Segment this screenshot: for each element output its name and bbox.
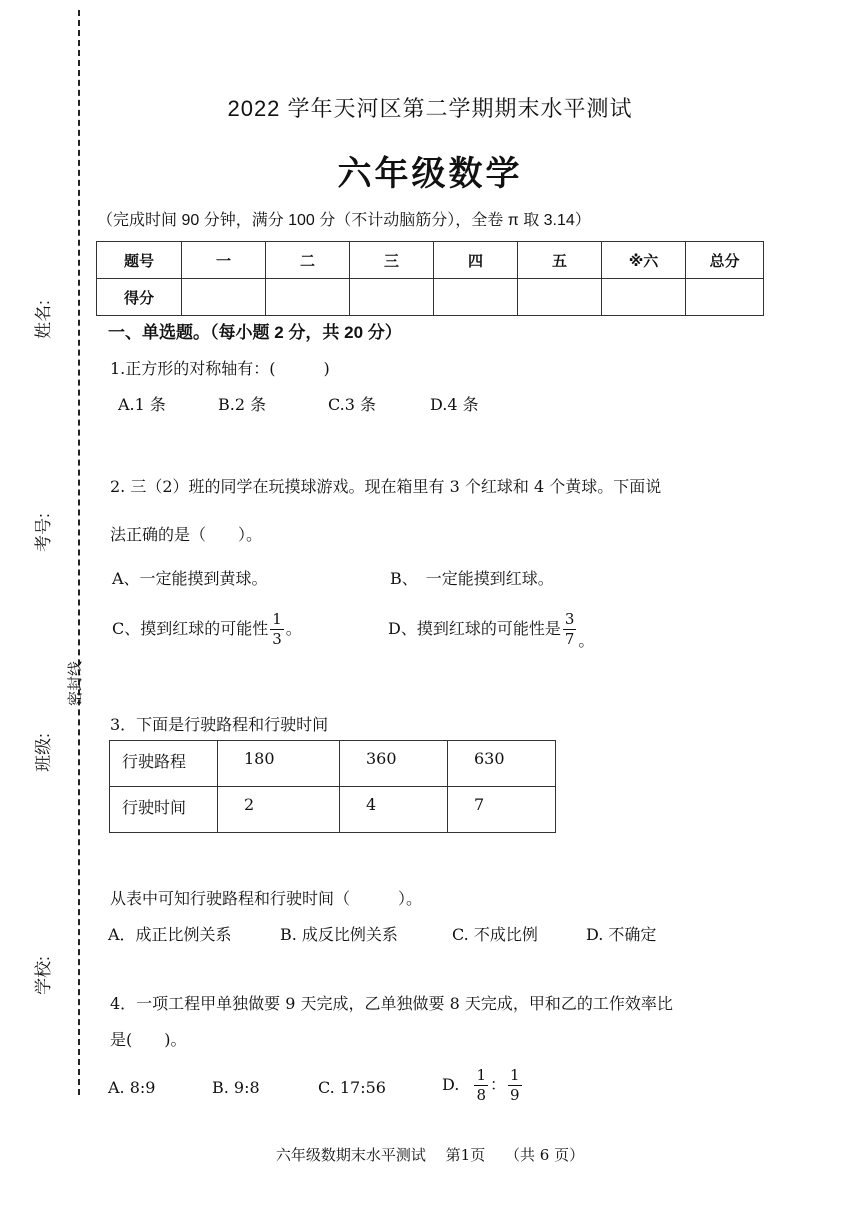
- q4-option-d: [442, 1066, 524, 1105]
- q3-option-d: D. 不确定: [586, 925, 657, 944]
- table-cell: 180: [218, 741, 340, 787]
- score-row-label: 得分: [97, 279, 182, 316]
- score-cell[interactable]: [434, 279, 518, 316]
- table-cell: 行驶路程: [110, 741, 218, 787]
- q2-option-d: [388, 610, 594, 649]
- exam-note: （完成时间 90 分钟，满分 100 分（不计动脑筋分），全卷 π 取 3.14）: [97, 212, 591, 229]
- page-footer: 六年级数期末水平测试 第1页 （共 6 页）: [275, 1146, 585, 1164]
- table-cell: 行驶时间: [110, 787, 218, 833]
- q3-data-table: [109, 740, 556, 833]
- q4-stem-line1: 4．一项工程甲单独做要 9 天完成，乙单独做要 8 天完成，甲和乙的工作效率比: [110, 994, 673, 1013]
- table-row: [110, 741, 556, 787]
- fraction-one-eighth: [474, 1066, 488, 1105]
- score-header-cell: 二: [266, 242, 350, 279]
- q1-option-a: A.1 条: [118, 395, 166, 414]
- table-cell: 360: [340, 741, 448, 787]
- score-cell[interactable]: [602, 279, 686, 316]
- exam-title: 2022 学年天河区第二学期期末水平测试: [227, 96, 633, 121]
- fraction-denominator: 3: [272, 630, 282, 648]
- class-label: 班级:: [33, 733, 53, 772]
- fraction-three-sevenths: [563, 610, 577, 649]
- fraction-one-third: [270, 610, 284, 649]
- q2-option-b: B、 一定能摸到红球。: [390, 569, 554, 588]
- fraction-numerator: 3: [564, 610, 575, 628]
- score-header-row: [97, 242, 764, 279]
- q1-stem: 1.正方形的对称轴有：( ): [110, 359, 330, 378]
- score-row: [97, 279, 764, 316]
- score-table: [96, 241, 764, 316]
- q2-option-d-end: 。: [578, 631, 595, 650]
- score-cell[interactable]: [182, 279, 266, 316]
- school-label: 学校:: [33, 956, 53, 995]
- q1-option-b: B.2 条: [218, 395, 267, 414]
- q2-stem-line2: 法正确的是（ ）。: [110, 525, 263, 544]
- exam-number-label: 考号:: [33, 513, 53, 552]
- q3-option-c: C. 不成比例: [452, 925, 538, 944]
- fraction-one-ninth: [508, 1066, 522, 1105]
- subject-title: 六年级数学: [337, 155, 523, 193]
- q2-stem-line1: 2. 三（2）班的同学在玩摸球游戏。现在箱里有 3 个红球和 4 个黄球。下面说: [110, 477, 662, 496]
- q4-option-b: B. 9:8: [212, 1078, 260, 1097]
- score-cell[interactable]: [266, 279, 350, 316]
- table-cell: 4: [340, 787, 448, 833]
- q3-option-a: A．成正比例关系: [108, 925, 232, 944]
- q4-option-c: C. 17:56: [318, 1078, 386, 1097]
- q3-question: 从表中可知行驶路程和行驶时间（ ）。: [110, 889, 423, 908]
- q1-option-c: C.3 条: [328, 395, 377, 414]
- table-cell: 630: [448, 741, 556, 787]
- score-header-cell: 三: [350, 242, 434, 279]
- score-cell[interactable]: [518, 279, 602, 316]
- fraction-denominator: 7: [564, 630, 575, 648]
- fraction-denominator: 8: [476, 1086, 486, 1104]
- score-header-cell: 总分: [686, 242, 764, 279]
- q3-stem: 3．下面是行驶路程和行驶时间: [110, 715, 329, 734]
- score-header-cell: 四: [434, 242, 518, 279]
- fraction-denominator: 9: [510, 1086, 520, 1104]
- q4-stem-line2: 是( )。: [110, 1030, 187, 1049]
- q4-option-d-label: D.: [442, 1075, 460, 1094]
- q2-option-c: [112, 610, 302, 649]
- table-cell: 2: [218, 787, 340, 833]
- q3-option-b: B. 成反比例关系: [280, 925, 398, 944]
- seal-line-label: 密封线: [66, 660, 85, 707]
- score-header-cell: ※六: [602, 242, 686, 279]
- score-header-cell: 题号: [97, 242, 182, 279]
- score-cell[interactable]: [350, 279, 434, 316]
- score-header-cell: 一: [182, 242, 266, 279]
- q2-option-a: A、一定能摸到黄球。: [112, 569, 268, 588]
- section-heading: 一、单选题。（每小题 2 分，共 20 分）: [108, 323, 402, 342]
- q2-option-c-end: 。: [285, 619, 302, 638]
- ratio-separator: ：: [489, 1075, 506, 1094]
- fraction-numerator: 1: [476, 1066, 486, 1084]
- table-cell: 7: [448, 787, 556, 833]
- score-cell[interactable]: [686, 279, 764, 316]
- q2-option-c-text: C、摸到红球的可能性: [112, 619, 269, 638]
- q4-option-a: A. 8:9: [108, 1078, 156, 1097]
- score-header-cell: 五: [518, 242, 602, 279]
- table-row: [110, 787, 556, 833]
- fraction-numerator: 1: [510, 1066, 520, 1084]
- name-label: 姓名:: [33, 300, 53, 339]
- q1-option-d: D.4 条: [430, 395, 479, 414]
- fraction-numerator: 1: [272, 610, 282, 628]
- q2-option-d-text: D、摸到红球的可能性是: [388, 619, 561, 638]
